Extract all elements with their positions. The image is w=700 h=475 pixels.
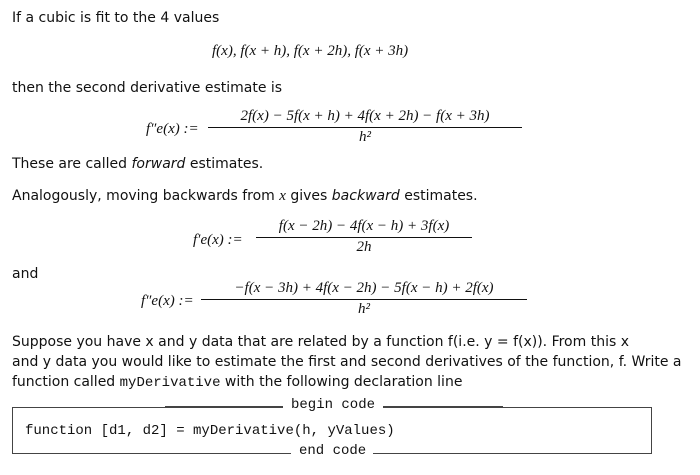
backward-second-numerator: −f(x − 3h) + 4f(x − 2h) − 5f(x − h) + 2f(x) (234, 280, 494, 296)
begin-code-label: begin code (283, 397, 383, 413)
backward-first-denominator: 2h (356, 239, 372, 255)
backward-first-numerator: f(x − 2h) − 4f(x − h) + 3f(x) (278, 218, 450, 234)
forward-second-fraction (208, 108, 522, 146)
task-line-2: and y data you would like to estimate the first and second derivatives of the function, f. Write a (12, 354, 682, 370)
forward-second-numerator: 2f(x) − 5f(x + h) + 4f(x + 2h) − f(x + 3h) (240, 108, 490, 124)
second-derivative-intro: then the second derivative estimate is (12, 80, 283, 96)
fraction-bar (256, 237, 472, 238)
forward-second-lhs: f″e(x) := (146, 121, 199, 137)
forward-estimates-sentence: These are called forward estimates. (12, 156, 264, 172)
and-word: and (12, 266, 39, 282)
backward-first-lhs: f′e(x) := (193, 232, 243, 248)
backward-second-denominator: h² (358, 301, 370, 317)
function-name-code: myDerivative (119, 375, 221, 391)
task-line-3: function called myDerivative with the following declaration line (12, 374, 463, 391)
backward-second-lhs: f″e(x) := (141, 293, 194, 309)
backward-first-fraction (256, 218, 472, 256)
begin-rule-left (165, 406, 285, 407)
fraction-bar (208, 127, 522, 128)
task-line-1: Suppose you have x and y data that are related by a function f(i.e. y = f(x)). From this x (12, 334, 629, 350)
code-line: function [d1, d2] = myDerivative(h, yValues) (25, 423, 395, 439)
forward-emphasis: forward (131, 156, 186, 172)
backward-intro-sentence: Analogously, moving backwards from x gives backward estimates. (12, 188, 478, 204)
end-rule-left (165, 453, 293, 454)
backward-emphasis: backward (331, 188, 400, 204)
begin-rule-right (383, 406, 503, 407)
values-expression: f(x), f(x + h), f(x + 2h), f(x + 3h) (212, 43, 409, 59)
forward-second-denominator: h² (359, 129, 371, 145)
end-rule-right (373, 453, 501, 454)
intro-line: If a cubic is fit to the 4 values (12, 10, 220, 26)
end-code-label: end code (291, 443, 374, 459)
fraction-bar (201, 299, 527, 300)
backward-second-fraction (201, 280, 527, 318)
